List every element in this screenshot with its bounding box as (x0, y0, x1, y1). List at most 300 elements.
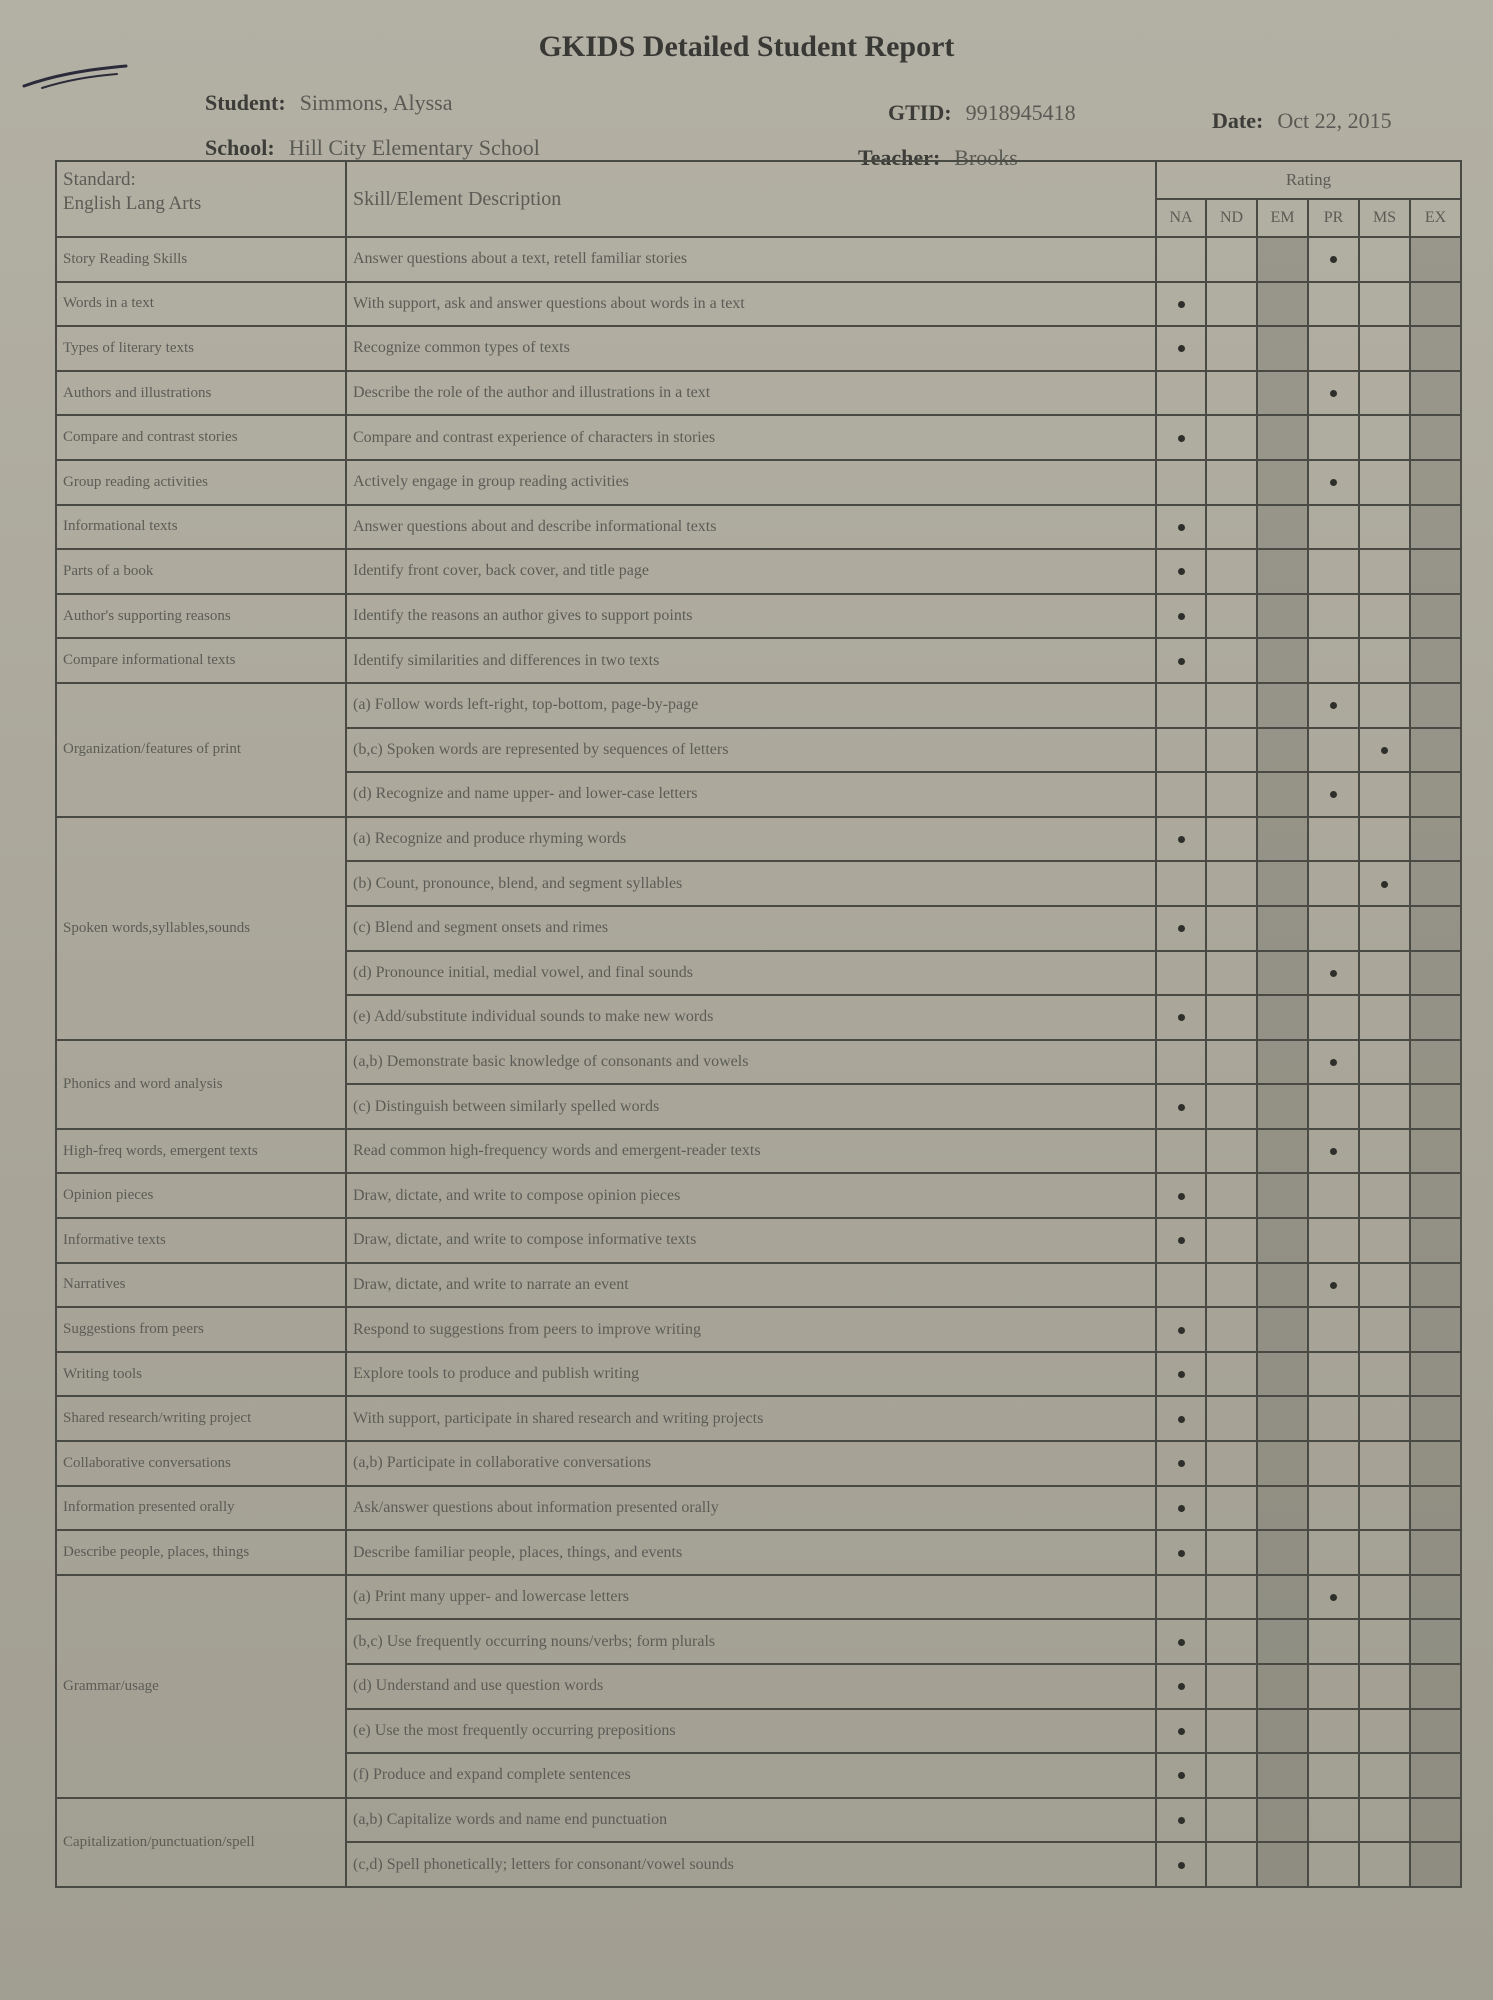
rating-cell-ms (1359, 1218, 1410, 1263)
standard-cell: Describe people, places, things (56, 1530, 346, 1575)
rating-cell-em (1257, 1263, 1308, 1308)
table-row (56, 1263, 1461, 1308)
rating-cell-em (1257, 1084, 1308, 1129)
gtid-value: 9918945418 (965, 100, 1076, 125)
rating-cell-em (1257, 1307, 1308, 1352)
rating-cell-ms (1359, 1798, 1410, 1843)
rating-cell-na (1156, 1798, 1206, 1843)
table-row (56, 282, 1461, 327)
rating-cell-na (1156, 1709, 1206, 1754)
rating-cell-em (1257, 1173, 1308, 1218)
rating-cell-ex (1410, 951, 1461, 996)
standard-cell: Narratives (56, 1263, 346, 1308)
rating-cell-pr (1308, 1441, 1359, 1486)
rating-cell-ex (1410, 1396, 1461, 1441)
school-label: School: (205, 135, 275, 160)
rating-cell-em (1257, 1664, 1308, 1709)
rating-col-ms: MS (1359, 199, 1410, 237)
rating-cell-em (1257, 1619, 1308, 1664)
table-row (56, 237, 1461, 282)
table-row (56, 415, 1461, 460)
rating-cell-ex (1410, 1441, 1461, 1486)
rating-cell-ms (1359, 1084, 1410, 1129)
skill-cell: Answer questions about a text, retell familiar stories (346, 237, 1156, 282)
rating-cell-ms (1359, 1441, 1410, 1486)
rating-cell-pr (1308, 1352, 1359, 1397)
standard-cell: Informational texts (56, 505, 346, 550)
gtid-label: GTID: (888, 100, 952, 125)
rating-cell-pr (1308, 817, 1359, 862)
pen-mark-icon (22, 62, 132, 92)
rating-cell-ex (1410, 1842, 1461, 1887)
rating-cell-pr (1308, 1173, 1359, 1218)
rating-mark-icon (1178, 1193, 1185, 1200)
rating-cell-na (1156, 1263, 1206, 1308)
rating-cell-na (1156, 1218, 1206, 1263)
rating-cell-ms (1359, 1664, 1410, 1709)
standard-cell: Story Reading Skills (56, 237, 346, 282)
rating-cell-pr (1308, 728, 1359, 773)
rating-cell-na (1156, 1173, 1206, 1218)
skill-cell: (f) Produce and expand complete sentences (346, 1753, 1156, 1798)
rating-cell-ms (1359, 594, 1410, 639)
rating-cell-nd (1206, 549, 1257, 594)
rating-cell-nd (1206, 817, 1257, 862)
rating-cell-na (1156, 817, 1206, 862)
standard-cell: Compare and contrast stories (56, 415, 346, 460)
rating-cell-pr (1308, 460, 1359, 505)
rating-cell-ms (1359, 371, 1410, 416)
rating-cell-ex (1410, 1352, 1461, 1397)
rating-cell-ex (1410, 1040, 1461, 1085)
rating-cell-na (1156, 505, 1206, 550)
rating-cell-ms (1359, 1530, 1410, 1575)
rating-cell-pr (1308, 1753, 1359, 1798)
skill-cell: (a,b) Participate in collaborative conversations (346, 1441, 1156, 1486)
standard-cell: Grammar/usage (56, 1575, 346, 1798)
rating-cell-pr (1308, 772, 1359, 817)
rating-cell-ex (1410, 1129, 1461, 1174)
rating-cell-pr (1308, 1263, 1359, 1308)
rating-cell-pr (1308, 1619, 1359, 1664)
rating-mark-icon (1330, 970, 1337, 977)
rating-mark-icon (1178, 1014, 1185, 1021)
rating-col-na: NA (1156, 199, 1206, 237)
skill-header: Skill/Element Description (346, 161, 1156, 237)
table-row (56, 326, 1461, 371)
rating-cell-em (1257, 728, 1308, 773)
rating-col-nd: ND (1206, 199, 1257, 237)
rating-cell-em (1257, 995, 1308, 1040)
skill-cell: (d) Understand and use question words (346, 1664, 1156, 1709)
rating-cell-ms (1359, 1753, 1410, 1798)
rating-cell-em (1257, 951, 1308, 996)
table-row (56, 1396, 1461, 1441)
skill-cell: (b) Count, pronounce, blend, and segment syllables (346, 861, 1156, 906)
teacher-label: Teacher: (858, 145, 941, 170)
rating-cell-nd (1206, 594, 1257, 639)
table-row (56, 817, 1461, 862)
rating-cell-ex (1410, 728, 1461, 773)
rating-cell-em (1257, 594, 1308, 639)
rating-cell-em (1257, 1352, 1308, 1397)
rating-mark-icon (1178, 1862, 1185, 1869)
rating-cell-ms (1359, 1040, 1410, 1085)
table-row (56, 1530, 1461, 1575)
rating-cell-ex (1410, 1709, 1461, 1754)
table-row (56, 1352, 1461, 1397)
rating-cell-em (1257, 1842, 1308, 1887)
rating-cell-ex (1410, 326, 1461, 371)
rating-cell-em (1257, 1218, 1308, 1263)
rating-cell-nd (1206, 1396, 1257, 1441)
rating-cell-nd (1206, 1441, 1257, 1486)
rating-mark-icon (1178, 1104, 1185, 1111)
rating-cell-nd (1206, 638, 1257, 683)
rating-cell-pr (1308, 505, 1359, 550)
rating-cell-em (1257, 1575, 1308, 1620)
rating-cell-ms (1359, 1129, 1410, 1174)
rating-cell-ms (1359, 237, 1410, 282)
standard-cell: Shared research/writing project (56, 1396, 346, 1441)
rating-cell-pr (1308, 415, 1359, 460)
rating-cell-pr (1308, 594, 1359, 639)
standard-header-line-1: Standard: (63, 169, 136, 190)
rating-cell-em (1257, 371, 1308, 416)
rating-cell-ex (1410, 505, 1461, 550)
date-field (1212, 108, 1392, 134)
rating-cell-ms (1359, 549, 1410, 594)
standard-cell: Informative texts (56, 1218, 346, 1263)
rating-cell-em (1257, 282, 1308, 327)
rating-cell-nd (1206, 237, 1257, 282)
rating-cell-nd (1206, 1084, 1257, 1129)
table-row (56, 1173, 1461, 1218)
skill-cell: Describe familiar people, places, things, and events (346, 1530, 1156, 1575)
rating-cell-na (1156, 326, 1206, 371)
rating-mark-icon (1178, 1237, 1185, 1244)
report-title: GKIDS Detailed Student Report (538, 30, 955, 63)
rating-cell-pr (1308, 683, 1359, 728)
rating-mark-icon (1330, 1059, 1337, 1066)
rating-cell-em (1257, 772, 1308, 817)
standard-cell: Group reading activities (56, 460, 346, 505)
rating-cell-na (1156, 1753, 1206, 1798)
rating-cell-ex (1410, 1530, 1461, 1575)
rating-cell-nd (1206, 282, 1257, 327)
rating-mark-icon (1178, 658, 1185, 665)
standard-header-line-2: English Lang Arts (63, 193, 202, 214)
rating-cell-em (1257, 415, 1308, 460)
rating-cell-na (1156, 1486, 1206, 1531)
rating-cell-pr (1308, 282, 1359, 327)
table-row (56, 549, 1461, 594)
skill-cell: Identify similarities and differences in two texts (346, 638, 1156, 683)
rating-cell-pr (1308, 1798, 1359, 1843)
rating-cell-ex (1410, 282, 1461, 327)
rating-cell-ms (1359, 995, 1410, 1040)
rating-cell-em (1257, 638, 1308, 683)
rating-cell-na (1156, 1664, 1206, 1709)
rating-mark-icon (1381, 881, 1388, 888)
skill-cell: (c) Blend and segment onsets and rimes (346, 906, 1156, 951)
table-row (56, 683, 1461, 728)
rating-mark-icon (1178, 836, 1185, 843)
rating-cell-ms (1359, 1619, 1410, 1664)
rating-mark-icon (1178, 345, 1185, 352)
rating-cell-nd (1206, 951, 1257, 996)
rating-cell-ms (1359, 1486, 1410, 1531)
skill-cell: Explore tools to produce and publish writing (346, 1352, 1156, 1397)
rating-cell-ms (1359, 1709, 1410, 1754)
rating-cell-pr (1308, 1530, 1359, 1575)
standard-cell: Spoken words,syllables,sounds (56, 817, 346, 1040)
rating-cell-nd (1206, 460, 1257, 505)
rating-cell-em (1257, 1798, 1308, 1843)
standard-cell: Organization/features of print (56, 683, 346, 817)
rating-cell-nd (1206, 371, 1257, 416)
standard-cell: Suggestions from peers (56, 1307, 346, 1352)
skill-cell: (b,c) Spoken words are represented by sequences of letters (346, 728, 1156, 773)
rating-mark-icon (1178, 524, 1185, 531)
rating-cell-na (1156, 549, 1206, 594)
rating-cell-ex (1410, 1753, 1461, 1798)
rating-cell-ms (1359, 861, 1410, 906)
rating-cell-em (1257, 683, 1308, 728)
rating-cell-pr (1308, 1040, 1359, 1085)
rating-cell-na (1156, 1575, 1206, 1620)
skill-cell: With support, ask and answer questions about words in a text (346, 282, 1156, 327)
skill-cell: Describe the role of the author and illustrations in a text (346, 371, 1156, 416)
rating-cell-ex (1410, 1263, 1461, 1308)
standard-cell: Author's supporting reasons (56, 594, 346, 639)
table-row (56, 460, 1461, 505)
rating-cell-ms (1359, 772, 1410, 817)
table-row (56, 1441, 1461, 1486)
rating-mark-icon (1330, 390, 1337, 397)
rating-cell-na (1156, 906, 1206, 951)
rating-cell-nd (1206, 1173, 1257, 1218)
standard-cell: Collaborative conversations (56, 1441, 346, 1486)
rating-cell-na (1156, 951, 1206, 996)
rating-cell-na (1156, 995, 1206, 1040)
rating-cell-pr (1308, 861, 1359, 906)
skill-cell: (b,c) Use frequently occurring nouns/verbs; form plurals (346, 1619, 1156, 1664)
skill-cell: (d) Pronounce initial, medial vowel, and final sounds (346, 951, 1156, 996)
rating-cell-nd (1206, 505, 1257, 550)
rating-cell-em (1257, 1040, 1308, 1085)
rating-cell-nd (1206, 1530, 1257, 1575)
skill-cell: Ask/answer questions about information presented orally (346, 1486, 1156, 1531)
standards-table (55, 160, 1462, 1888)
table-row (56, 505, 1461, 550)
rating-cell-em (1257, 1396, 1308, 1441)
skill-cell: (d) Recognize and name upper- and lower-case letters (346, 772, 1156, 817)
rating-cell-pr (1308, 326, 1359, 371)
table-row (56, 1307, 1461, 1352)
rating-cell-na (1156, 1352, 1206, 1397)
rating-cell-na (1156, 1619, 1206, 1664)
rating-col-pr: PR (1308, 199, 1359, 237)
rating-cell-ms (1359, 683, 1410, 728)
standard-header (56, 161, 346, 237)
rating-cell-pr (1308, 638, 1359, 683)
rating-cell-ex (1410, 1798, 1461, 1843)
rating-cell-ex (1410, 415, 1461, 460)
rating-cell-pr (1308, 549, 1359, 594)
rating-cell-nd (1206, 995, 1257, 1040)
rating-cell-em (1257, 861, 1308, 906)
rating-mark-icon (1178, 1550, 1185, 1557)
rating-mark-icon (1330, 1148, 1337, 1155)
rating-cell-na (1156, 638, 1206, 683)
rating-col-em: EM (1257, 199, 1308, 237)
rating-mark-icon (1381, 747, 1388, 754)
rating-cell-nd (1206, 1218, 1257, 1263)
skill-cell: (a) Follow words left-right, top-bottom, page-by-page (346, 683, 1156, 728)
rating-cell-pr (1308, 1129, 1359, 1174)
rating-cell-em (1257, 549, 1308, 594)
rating-cell-ex (1410, 1084, 1461, 1129)
skill-cell: Actively engage in group reading activities (346, 460, 1156, 505)
rating-cell-ex (1410, 1619, 1461, 1664)
standard-cell: Compare informational texts (56, 638, 346, 683)
skill-cell: Compare and contrast experience of characters in stories (346, 415, 1156, 460)
table-row (56, 1486, 1461, 1531)
rating-cell-ms (1359, 282, 1410, 327)
rating-mark-icon (1178, 613, 1185, 620)
rating-cell-pr (1308, 995, 1359, 1040)
rating-cell-nd (1206, 772, 1257, 817)
rating-mark-icon (1178, 1817, 1185, 1824)
rating-cell-ms (1359, 1173, 1410, 1218)
rating-cell-em (1257, 817, 1308, 862)
skill-cell: Answer questions about and describe informational texts (346, 505, 1156, 550)
table-row (56, 1575, 1461, 1620)
rating-cell-em (1257, 906, 1308, 951)
rating-mark-icon (1330, 479, 1337, 486)
table-row (56, 638, 1461, 683)
rating-cell-nd (1206, 415, 1257, 460)
rating-cell-ms (1359, 1263, 1410, 1308)
rating-cell-na (1156, 1040, 1206, 1085)
school-field (205, 135, 540, 161)
rating-cell-pr (1308, 951, 1359, 996)
rating-cell-ex (1410, 1307, 1461, 1352)
rating-cell-na (1156, 282, 1206, 327)
rating-cell-nd (1206, 1307, 1257, 1352)
standard-cell: Writing tools (56, 1352, 346, 1397)
skill-cell: Draw, dictate, and write to narrate an event (346, 1263, 1156, 1308)
rating-mark-icon (1178, 568, 1185, 575)
rating-cell-nd (1206, 1486, 1257, 1531)
rating-cell-ex (1410, 1575, 1461, 1620)
rating-mark-icon (1330, 256, 1337, 263)
rating-header: Rating (1156, 161, 1461, 199)
rating-cell-ex (1410, 995, 1461, 1040)
rating-cell-na (1156, 371, 1206, 416)
rating-cell-ex (1410, 906, 1461, 951)
rating-cell-ex (1410, 861, 1461, 906)
rating-mark-icon (1178, 1683, 1185, 1690)
student-name: Simmons, Alyssa (299, 90, 453, 115)
table-row (56, 594, 1461, 639)
rating-cell-nd (1206, 1129, 1257, 1174)
rating-cell-pr (1308, 1084, 1359, 1129)
rating-col-ex: EX (1410, 199, 1461, 237)
rating-cell-na (1156, 728, 1206, 773)
rating-cell-na (1156, 460, 1206, 505)
rating-mark-icon (1330, 791, 1337, 798)
rating-cell-ms (1359, 460, 1410, 505)
rating-cell-pr (1308, 1842, 1359, 1887)
rating-cell-nd (1206, 1352, 1257, 1397)
rating-cell-nd (1206, 1040, 1257, 1085)
rating-cell-na (1156, 1396, 1206, 1441)
rating-cell-nd (1206, 728, 1257, 773)
rating-cell-nd (1206, 1753, 1257, 1798)
rating-cell-pr (1308, 906, 1359, 951)
teacher-name: Brooks (954, 145, 1018, 170)
rating-cell-nd (1206, 906, 1257, 951)
rating-cell-pr (1308, 237, 1359, 282)
skill-cell: Respond to suggestions from peers to improve writing (346, 1307, 1156, 1352)
rating-cell-ex (1410, 594, 1461, 639)
rating-cell-ex (1410, 1664, 1461, 1709)
rating-cell-na (1156, 415, 1206, 460)
rating-cell-pr (1308, 1664, 1359, 1709)
skill-cell: (a,b) Capitalize words and name end punctuation (346, 1798, 1156, 1843)
rating-cell-nd (1206, 1709, 1257, 1754)
rating-cell-pr (1308, 371, 1359, 416)
rating-cell-ms (1359, 817, 1410, 862)
rating-cell-ms (1359, 1307, 1410, 1352)
rating-cell-nd (1206, 1575, 1257, 1620)
skill-cell: (e) Use the most frequently occurring prepositions (346, 1709, 1156, 1754)
rating-cell-na (1156, 1129, 1206, 1174)
rating-cell-ms (1359, 1352, 1410, 1397)
rating-cell-ms (1359, 638, 1410, 683)
gtid-field (888, 100, 1076, 126)
rating-cell-pr (1308, 1486, 1359, 1531)
standard-cell: Information presented orally (56, 1486, 346, 1531)
rating-cell-nd (1206, 683, 1257, 728)
rating-cell-ex (1410, 683, 1461, 728)
rating-cell-em (1257, 1753, 1308, 1798)
rating-mark-icon (1178, 1416, 1185, 1423)
rating-cell-na (1156, 237, 1206, 282)
skill-cell: With support, participate in shared research and writing projects (346, 1396, 1156, 1441)
rating-cell-na (1156, 861, 1206, 906)
table-row (56, 1798, 1461, 1843)
rating-mark-icon (1178, 1505, 1185, 1512)
standard-cell: Capitalization/punctuation/spell (56, 1798, 346, 1887)
rating-cell-ms (1359, 1842, 1410, 1887)
rating-cell-em (1257, 1530, 1308, 1575)
rating-cell-ms (1359, 1575, 1410, 1620)
skill-cell: Draw, dictate, and write to compose opinion pieces (346, 1173, 1156, 1218)
rating-cell-ex (1410, 460, 1461, 505)
rating-cell-nd (1206, 1798, 1257, 1843)
rating-mark-icon (1330, 1594, 1337, 1601)
standard-cell: Parts of a book (56, 549, 346, 594)
rating-cell-nd (1206, 1619, 1257, 1664)
rating-cell-ex (1410, 549, 1461, 594)
date-value: Oct 22, 2015 (1277, 108, 1392, 133)
rating-cell-pr (1308, 1709, 1359, 1754)
rating-cell-na (1156, 1307, 1206, 1352)
skill-cell: Draw, dictate, and write to compose informative texts (346, 1218, 1156, 1263)
